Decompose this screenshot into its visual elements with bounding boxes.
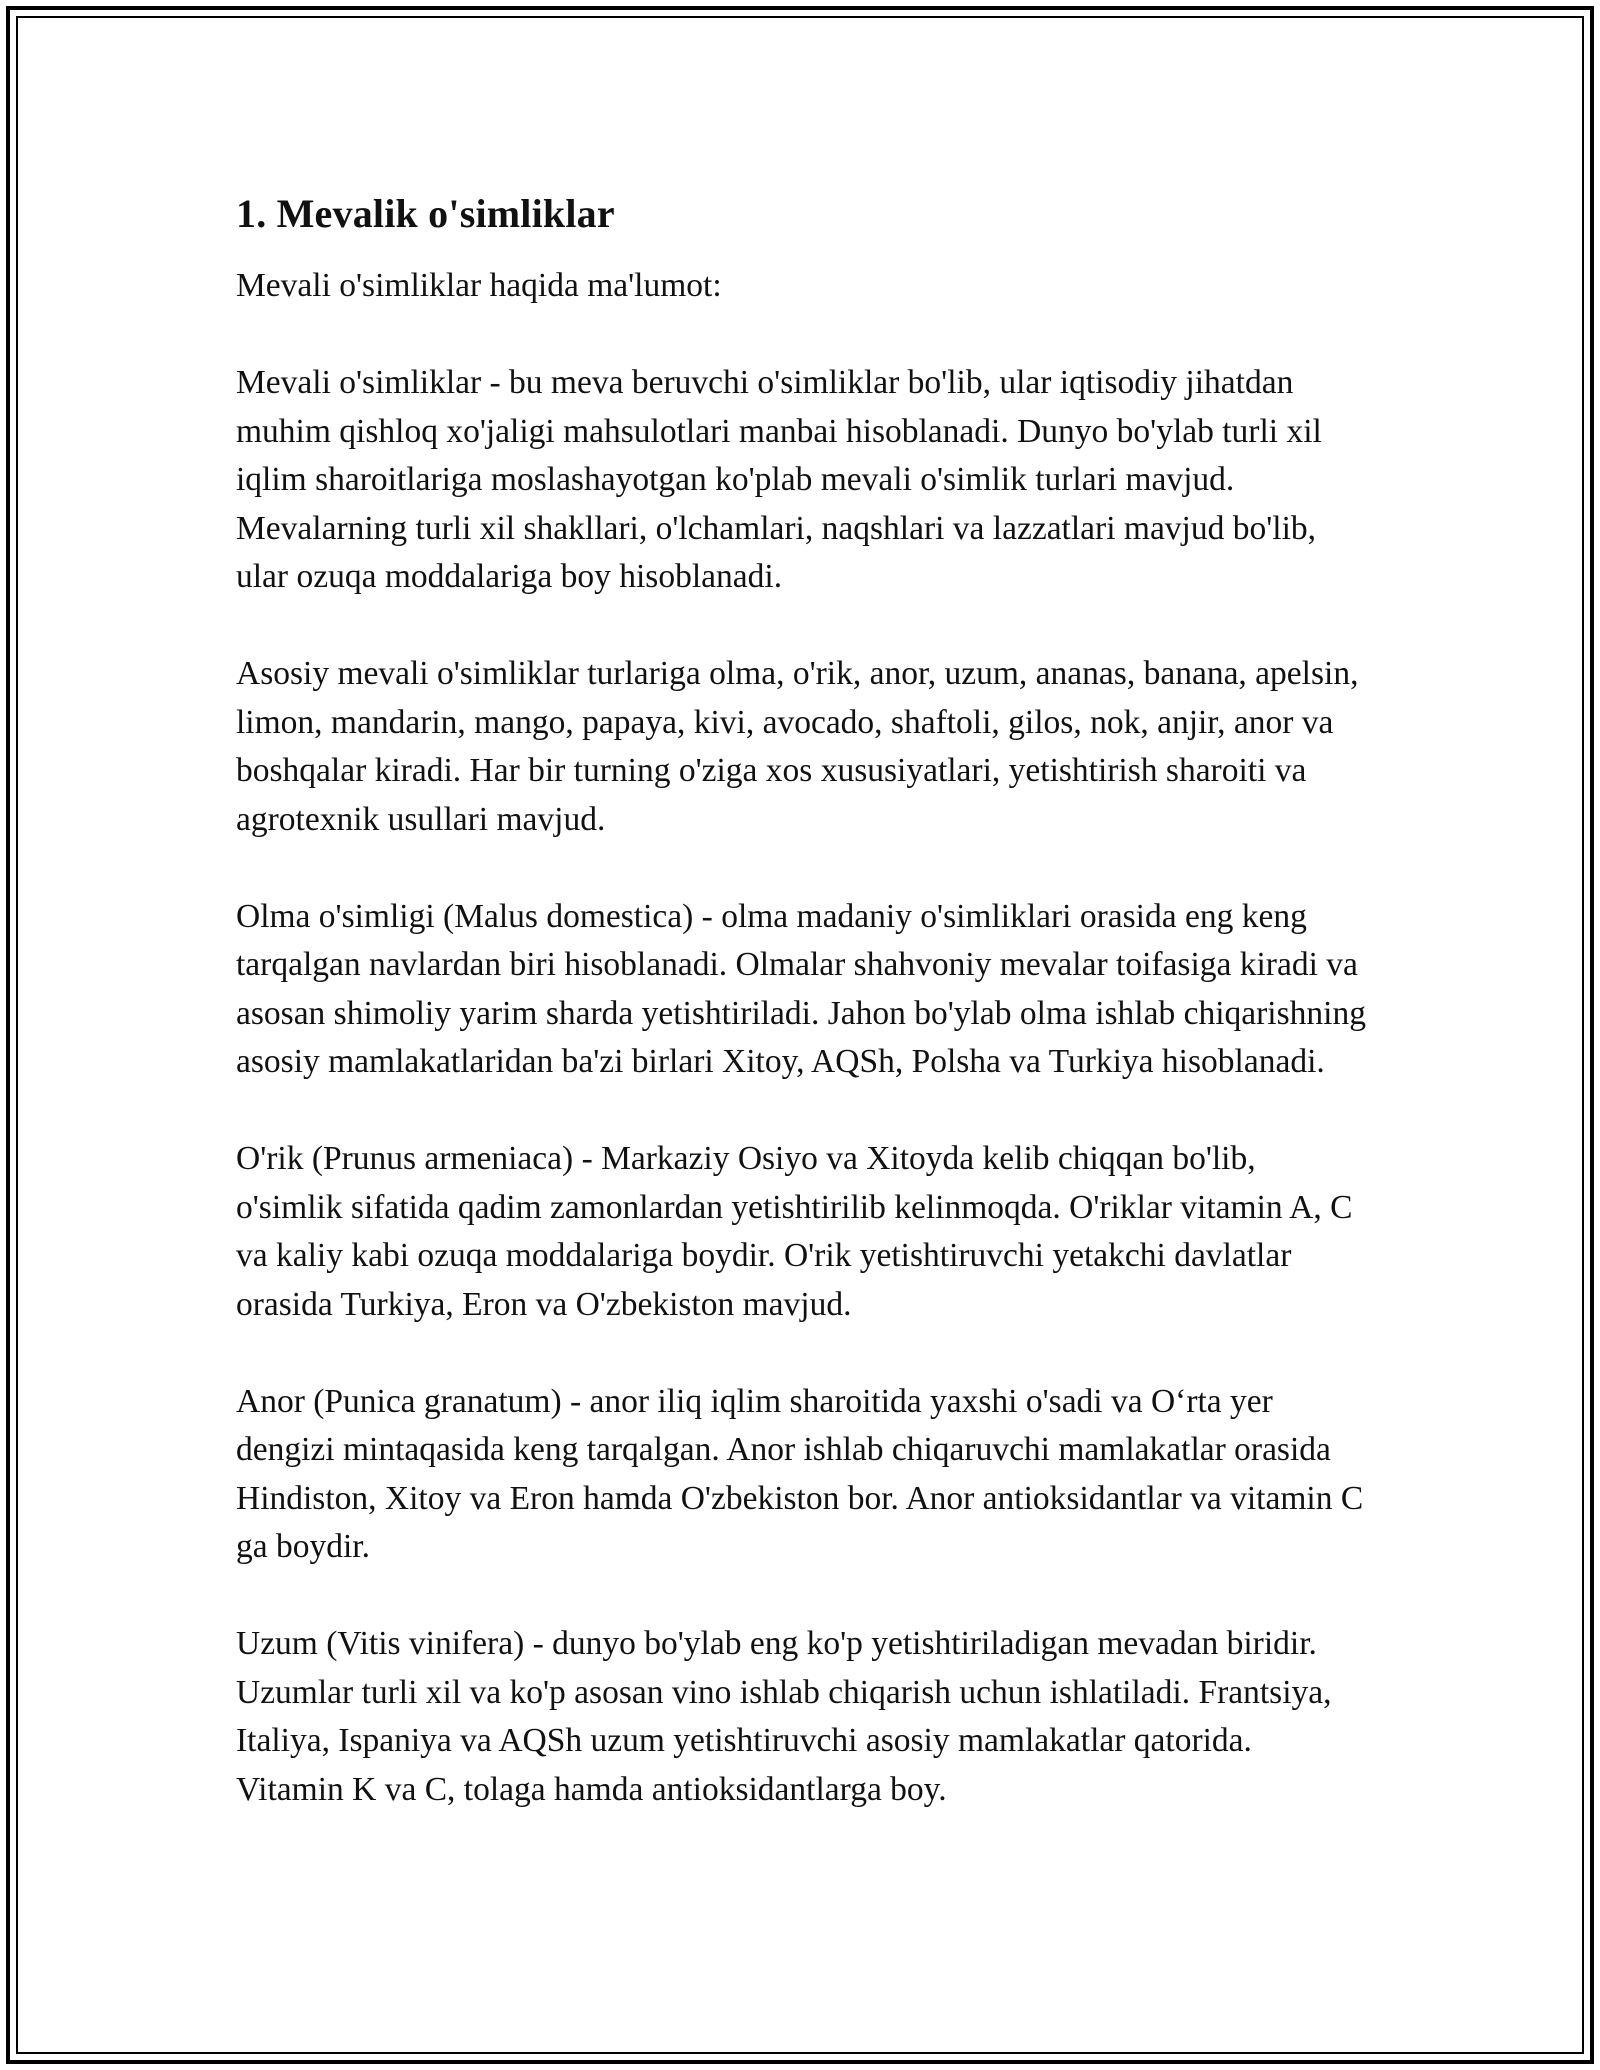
paragraph-main-types: Asosiy mevali o'simliklar turlariga olma, o'rik, anor, uzum, ananas, banana, apelsin, limon, mandarin, mango, papaya, kivi, avocado, shaftoli, gilos, nok, anjir, anor va boshqalar kiradi. Har bir turning o'ziga xos xususiyatlari, yetishtirish sharoiti va agrotexnik usullari mavjud.	[236, 655, 1359, 838]
paragraph-pomegranate: Anor (Punica granatum) - anor iliq iqlim sharoitida yaxshi o'sadi va O‘rta yer dengizi mintaqasida keng tarqalgan. Anor ishlab chiqaruvchi mamlakatlar orasida Hindiston, Xitoy va Eron hamda O'zbekiston bor. Anor antioksidantlar va vitamin C ga boydir.	[236, 1382, 1364, 1565]
intro-line: Mevali o'simliklar haqida ma'lumot:	[236, 267, 722, 304]
paragraph-grape: Uzum (Vitis vinifera) - dunyo bo'ylab eng ko'p yetishtiriladigan mevadan biridir. Uzumlar turli xil va ko'p asosan vino ishlab chiqarish uchun ishlatiladi. Frantsiya, Italiya, Ispaniya va AQSh uzum yetishtiruvchi asosiy mamlakatlar qatorida. Vitamin K va C, tolaga hamda antioksidantlarga boy.	[236, 1625, 1332, 1808]
paragraph-apricot: O'rik (Prunus armeniaca) - Markaziy Osiyo va Xitoyda kelib chiqqan bo'lib, o'simlik sifatida qadim zamonlardan yetishtirilib kelinmoqda. O'riklar vitamin A, C va kaliy kabi ozuqa moddalariga boydir. O'rik yetishtiruvchi yetakchi davlatlar orasida Turkiya, Eron va O'zbekiston mavjud.	[236, 1140, 1353, 1323]
paragraph-apple: Olma o'simligi (Malus domestica) - olma madaniy o'simliklari orasida eng keng tarqalgan navlardan biri hisoblanadi. Olmalar shahvoniy mevalar toifasiga kiradi va asosan shimoliy yarim sharda yetishtiriladi. Jahon bo'ylab olma ishlab chiqarishning asosiy mamlakatlaridan ba'zi birlari Xitoy, AQSh, Polsha va Turkiya hisoblanadi.	[236, 897, 1366, 1080]
paragraph-overview: Mevali o'simliklar - bu meva beruvchi o'simliklar bo'lib, ular iqtisodiy jihatdan muhim qishloq xo'jaligi mahsulotlari manbai hisoblanadi. Dunyo bo'ylab turli xil iqlim sharoitlariga moslashayotgan ko'plab mevali o'simlik turlari mavjud. Mevalarning turli xil shakllari, o'lchamlari, naqshlari va lazzatlari mavjud bo'lib, ular ozuqa moddalariga boy hisoblanadi.	[236, 364, 1322, 595]
document-body	[236, 186, 1366, 1814]
page-title: 1. Mevalik o'simliklar	[236, 191, 615, 236]
